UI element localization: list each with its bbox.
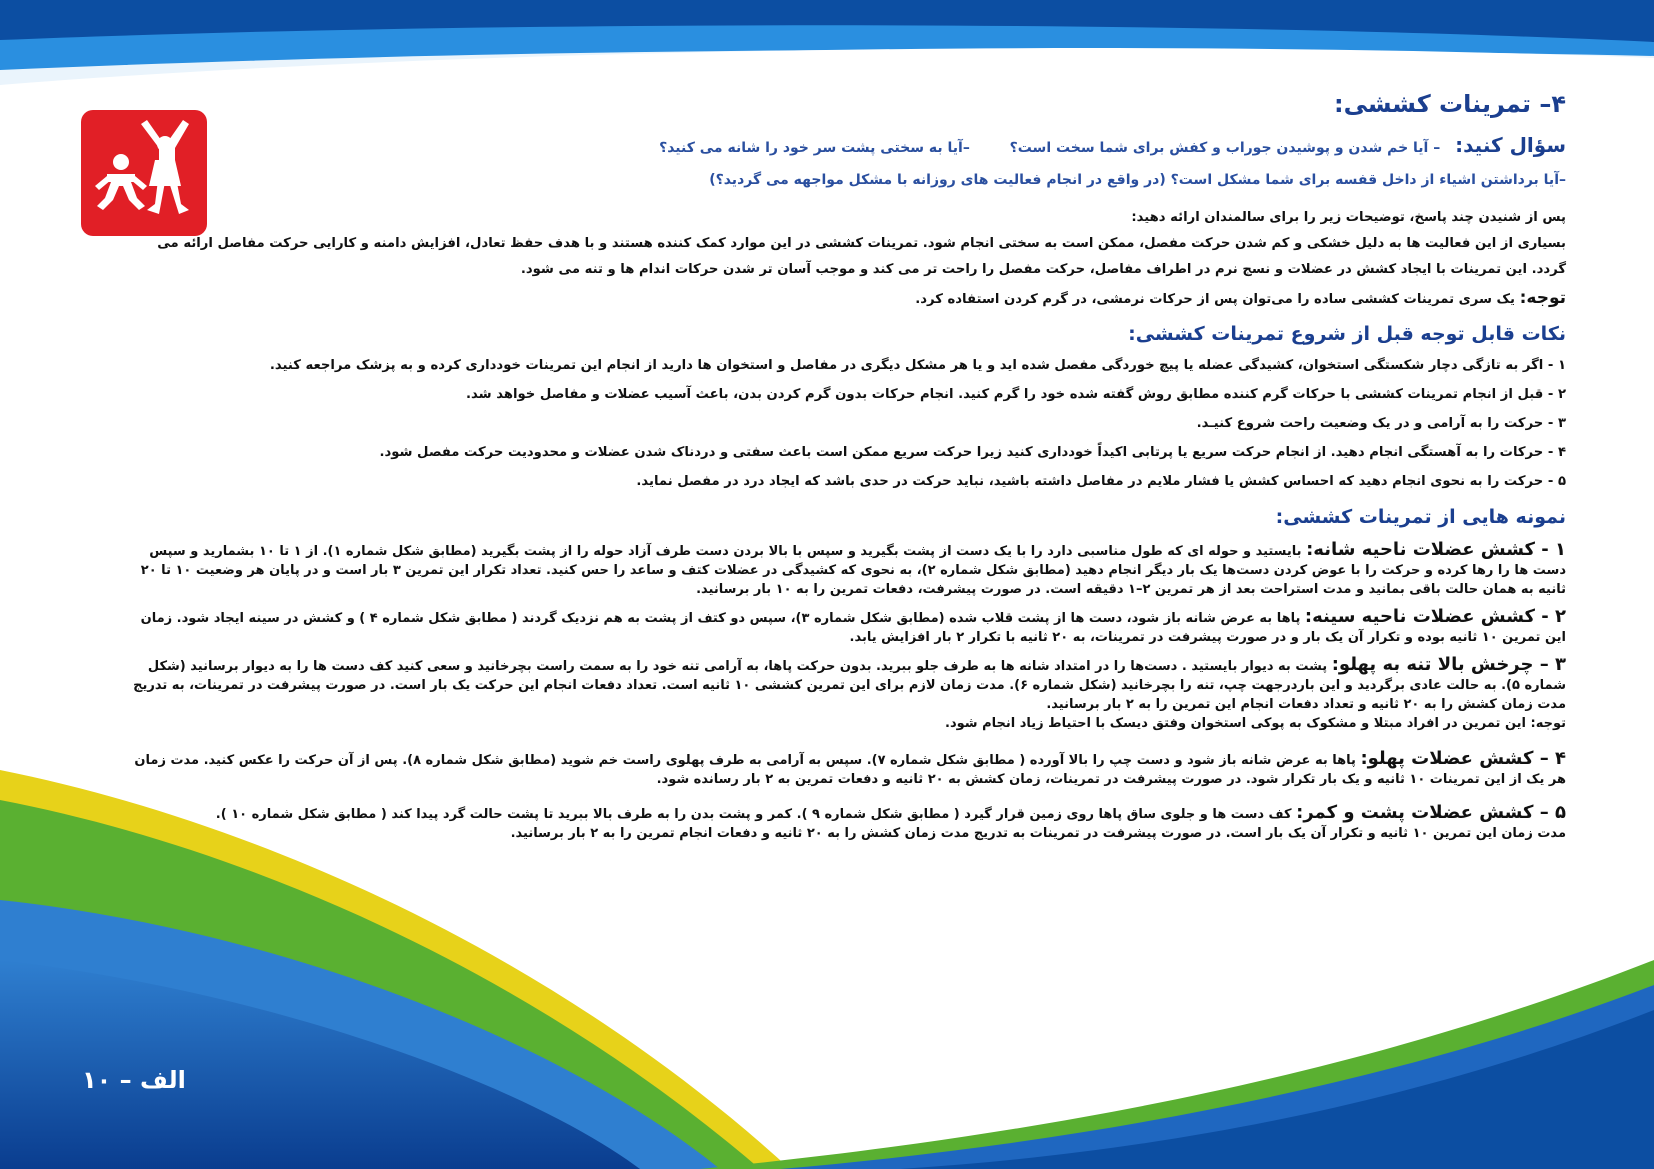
example-item xyxy=(130,607,1566,647)
intro-note-text: یک سری تمرینات کششی ساده را می‌توان پس از حرکات نرمشی، در گرم کردن استفاده کرد. xyxy=(915,292,1520,307)
page-title: ۴– تمرینات کششی: xyxy=(1333,90,1566,118)
example-text: پاها به عرض شانه باز شود و دست چپ را بالا آورده ( مطابق شکل شماره ۷). سپس به آرامی به طرف پهلوی راست خم شوید (مطابق شکل شماره ۸). پس از آن حرکت را عکس کنید. مدت زمان هر یک از این تمرینات ۱۰ ثانیه و یک بار تکرار شود. در صورت پیشرفت در تمرینات، زمان کشش به ۲۰ ثانیه و دفعات تمرین به ۲ بار رسانده شود. xyxy=(134,753,1566,787)
example-item xyxy=(130,749,1566,789)
example-text: پشت به دیوار بایستید . دست‌ها را در امتداد شانه ها به طرف جلو ببرید. بدون حرکت پاها، به آرامی تنه خود را به سمت راست بچرخانید و سعی کنید کف دست ها را به دیوار برسانید (شکل شماره ۵). به حالت عادی برگردید و این باردرجهت چپ، تنه را بچرخانید (شکل شماره ۶). مدت زمان لازم برای این تمرین کششی ۱۰ ثانیه است. تعداد دفعات انجام این حرکت یک بار است. در صورت پیشرفت در تمرینات، به تدریج مدت زمان کشش را به ۲۰ ثانیه و تعداد دفعات انجام این تمرین را به ۲ بار برسانید. xyxy=(133,659,1566,712)
example-text: کف دست ها و جلوی ساق پاها روی زمین قرار گیرد ( مطابق شکل شماره ۹ ). کمر و پشت بدن را به طرف بالا ببرید تا پشت حالت گرد پیدا کند ( مطابق شکل شماره ۱۰ ). xyxy=(215,807,1297,822)
precaution-item: ۲ - قبل از انجام تمرینات کششی با حرکات گرم کننده مطابق روش گفته شده خود را گرم کنید. انجام حرکات بدون گرم کردن بدن، باعث آسیب عضلات و مفاصل خواهد شد. xyxy=(466,387,1566,402)
example-text: بایستید و حوله ای که طول مناسبی دارد را با یک دست از پشت بگیرید و سپس با بالا بردن دست طرف آزاد حوله را از پشت بگیرید (مطابق شکل شماره ۱). از ۱ تا ۱۰ بشمارید و سپس دست ها را رها کرده و حرکت را با عوض کردن دست‌ها یک بار دیگر انجام دهید (مطابق شکل شماره ۲)، به نحوی که کشیدگی در عضلات کتف و ساعد را حس کنید. تعداد تکرار این تمرین ۳ بار است و در پایان هر وضعیت ۱۰ تا ۲۰ ثانیه به همان حالت باقی بمانید و مدت استراحت بعد از هر تمرین ۲–۱ دقیقه است. در صورت پیشرفت، دفعات تمرین را به ۱۰ بار برسانید. xyxy=(140,544,1566,597)
precaution-item: ۴ - حرکات را به آهستگی انجام دهید. از انجام حرکت سریع یا پرتابی اکیداً خودداری کنید زیرا حرکت سریع ممکن است باعث سفتی و دردناک شدن عضلات و محدودیت حرکت مفصل شود. xyxy=(379,445,1566,460)
question-1: – آیا خم شدن و پوشیدن جوراب و کفش برای شما سخت است؟ xyxy=(1009,140,1441,156)
precaution-item: ۱ - اگر به تازگی دچار شکستگی استخوان، کشیدگی عضله یا پیچ خوردگی مفصل شده اید و یا هر مشکل دیگری در مفاصل و استخوان ها دارید از انجام این تمرینات خودداری کرده و به پزشک مراجعه کنید. xyxy=(269,358,1566,373)
question-2: –آیا به سختی پشت سر خود را شانه می کنید؟ xyxy=(659,140,970,156)
example-text: پاها به عرض شانه باز شود، دست ها از پشت قلاب شده (مطابق شکل شماره ۳)، سپس دو کتف از پشت به هم نزدیک گردند ( مطابق شکل شماره ۴ ) و کشش در سینه ایجاد شود. زمان این تمرین ۱۰ ثانیه بوده و تکرار آن یک بار و در صورت پیشرفت در تمرینات، به ۲۰ ثانیه با تکرار ۲ بار افزایش یابد. xyxy=(140,611,1566,645)
questions-line-2 xyxy=(130,169,1566,191)
intro-note xyxy=(130,285,1566,313)
precaution-item: ۳ - حرکت را به آرامی و در یک وضعیت راحت شروع کنیـد. xyxy=(1196,416,1566,431)
example-item xyxy=(130,540,1566,599)
intro-paragraph-1: پس از شنیدن چند پاسخ، توضیحات زیر را برای سالمندان ارائه دهید: xyxy=(1131,210,1566,225)
example-item xyxy=(130,803,1566,824)
questions-line-1 xyxy=(130,134,1566,159)
intro-paragraph-2: بسیاری از این فعالیت ها به دلیل خشکی و کم شدن حرکت مفصل، ممکن است به سختی انجام شود. تمرینات کششی در این موارد کمک کننده هستند و با هدف حفظ تعادل، افزایش دامنه و کارایی حرکت مفاصل ارائه می گردد. این تمرینات با ایجاد کشش در عضلات و نسج نرم در اطراف مفاصل، حرکت مفصل را راحت تر می کند و موجب آسان تر شدن حرکات اندام ها و تنه می شود. xyxy=(157,236,1566,277)
example-title: ۵ – کشش عضلات پشت و کمر: xyxy=(1296,802,1566,823)
page-number: الف – ۱۰ xyxy=(82,1066,186,1094)
intro-note-label: توجه: xyxy=(1519,288,1566,308)
precaution-item: ۵ - حرکت را به نحوی انجام دهید که احساس کشش یا فشار ملایم در مفاصل داشته باشید، نباید حرکت در حدی باشد که ایجاد درد در مفصل نماید. xyxy=(636,474,1566,489)
questions-lead: سؤال کنید: xyxy=(1455,133,1566,157)
example-title: ۲ - کشش عضلات ناحیه سینه: xyxy=(1304,606,1566,627)
example-title: ۴ – کشش عضلات پهلو: xyxy=(1360,748,1566,769)
precautions-title: نکات قابل توجه قبل از شروع تمرینات کششی: xyxy=(1128,323,1566,345)
example-title: ۳ – چرخش بالا تنه به پهلو: xyxy=(1331,654,1566,675)
example-title: ۱ - کشش عضلات ناحیه شانه: xyxy=(1306,539,1566,560)
example-text-continued: مدت زمان این تمرین ۱۰ ثانیه و تکرار آن یک بار است. در صورت پیشرفت در تمرینات به تدریج مدت زمان کشش را به ۲۰ ثانیه و دفعات انجام تمرین را به ۲ بار برسانید. xyxy=(510,826,1566,841)
examples-title: نمونه هایی از تمرینات کششی: xyxy=(1275,506,1566,528)
example-note: توجه: این تمرین در افراد مبتلا و مشکوک به پوکی استخوان وفتق دیسک با احتیاط زیاد انجام شود. xyxy=(945,716,1566,731)
question-3: –آیا برداشتن اشیاء از داخل قفسه برای شما مشکل است؟ (در واقع در انجام فعالیت های روزانه با مشکل مواجهه می گردید؟) xyxy=(709,172,1566,188)
main-content xyxy=(130,90,1566,851)
example-item xyxy=(130,655,1566,714)
